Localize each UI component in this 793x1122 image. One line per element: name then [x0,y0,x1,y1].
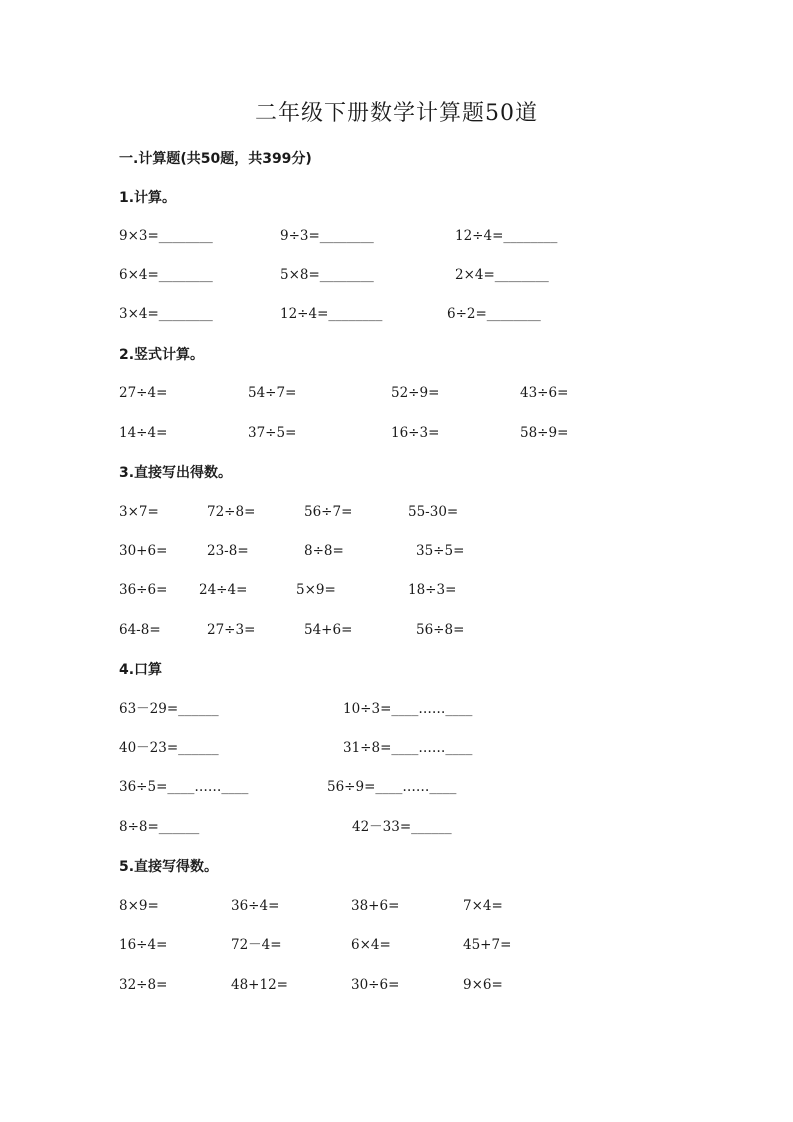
problem: 27÷3= [207,622,256,638]
question-heading-4: 4.口算 [119,662,163,678]
problem: 6÷2=________ [447,306,541,322]
problem: 40－23=______ [119,740,219,756]
problem: 36÷4= [231,898,280,914]
problem: 8÷8=______ [119,819,200,835]
problem: 16÷3= [391,425,440,441]
section-heading: 一.计算题(共50题，共399分) [119,151,312,167]
problem: 45+7= [463,937,512,953]
problem: 54÷7= [248,385,297,401]
problem: 7×4= [463,898,503,914]
problem: 56÷9=____……____ [327,779,457,795]
problem: 36÷5=____……____ [119,779,249,795]
question-heading-2: 2.竖式计算。 [119,347,205,363]
problem: 48+12= [231,977,288,993]
problem: 10÷3=____……____ [343,701,473,717]
problem: 32÷8= [119,977,168,993]
problem: 2×4=________ [455,267,549,283]
problem: 3×4=________ [119,306,213,322]
problem: 23-8= [207,543,249,559]
problem: 55-30= [408,504,459,520]
problem: 72－4= [231,937,282,953]
problem: 5×9= [296,582,336,598]
page-title: 二年级下册数学计算题50道 [255,101,538,126]
problem: 43÷6= [520,385,569,401]
problem: 12÷4=________ [455,228,558,244]
problem: 72÷8= [207,504,256,520]
question-heading-5: 5.直接写得数。 [119,859,219,875]
problem: 56÷8= [416,622,465,638]
problem: 9×3=________ [119,228,213,244]
problem: 18÷3= [408,582,457,598]
problem: 38+6= [351,898,400,914]
problem: 9×6= [463,977,503,993]
problem: 14÷4= [119,425,168,441]
problem: 35÷5= [416,543,465,559]
problem: 54+6= [304,622,353,638]
problem: 30÷6= [351,977,400,993]
problem: 8÷8= [304,543,344,559]
question-heading-1: 1.计算。 [119,190,177,206]
problem: 12÷4=________ [280,306,383,322]
problem: 3×7= [119,504,159,520]
problem: 6×4= [351,937,391,953]
problem: 6×4=________ [119,267,213,283]
problem: 58÷9= [520,425,569,441]
problem: 27÷4= [119,385,168,401]
problem: 24÷4= [199,582,248,598]
problem: 16÷4= [119,937,168,953]
problem: 52÷9= [391,385,440,401]
problem: 8×9= [119,898,159,914]
problem: 9÷3=________ [280,228,374,244]
problem: 5×8=________ [280,267,374,283]
question-heading-3: 3.直接写出得数。 [119,465,233,481]
problem: 56÷7= [304,504,353,520]
problem: 31÷8=____……____ [343,740,473,756]
problem: 36÷6= [119,582,168,598]
problem: 37÷5= [248,425,297,441]
problem: 42－33=______ [352,819,452,835]
problem: 30+6= [119,543,168,559]
problem: 64-8= [119,622,161,638]
problem: 63－29=______ [119,701,219,717]
